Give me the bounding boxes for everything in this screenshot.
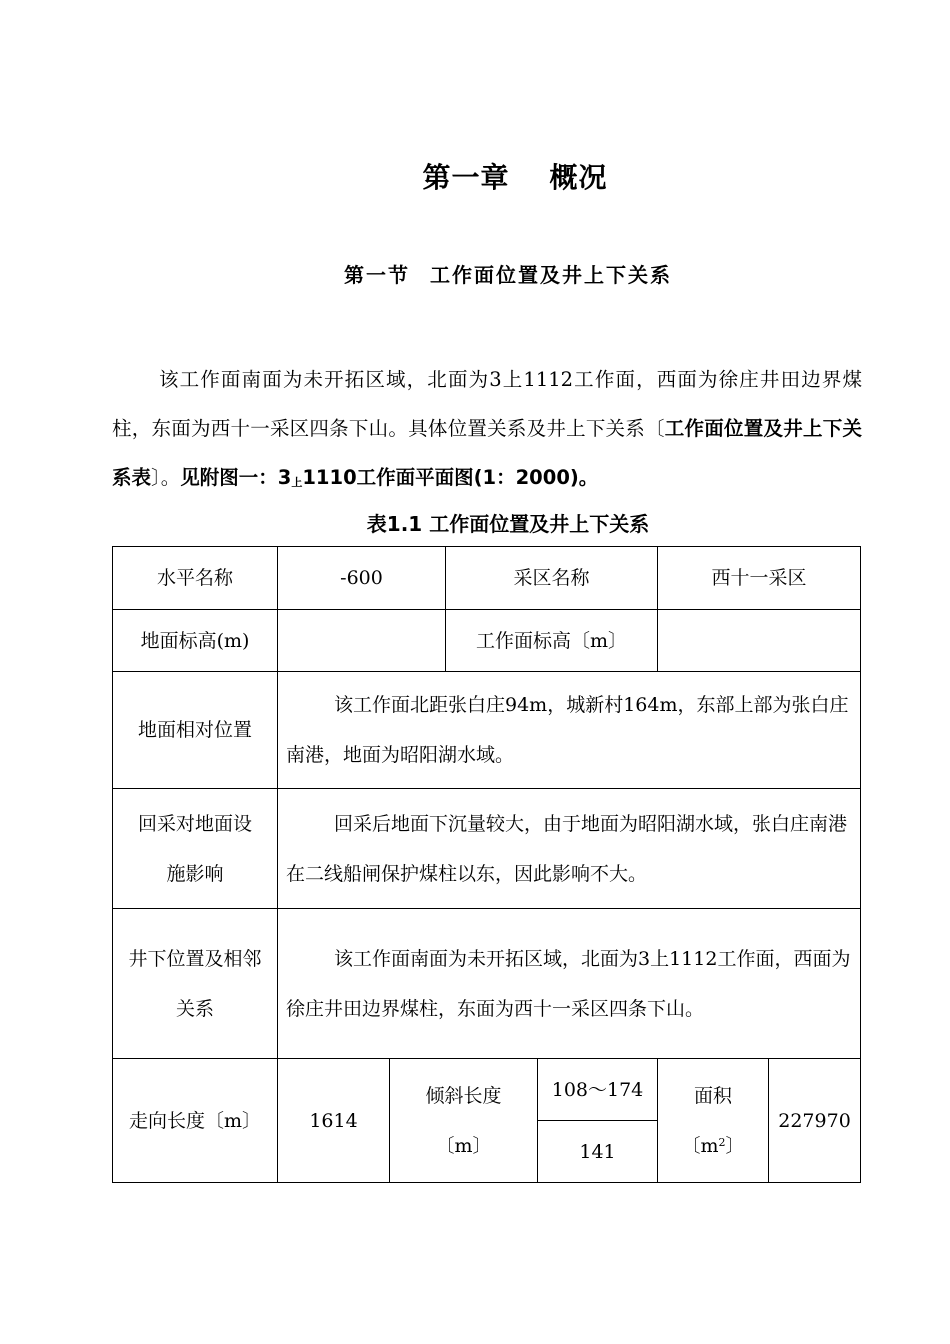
dip-range: 108～174 bbox=[538, 1059, 658, 1121]
ground-elev-value bbox=[278, 610, 446, 672]
surface-pos-value: 该工作面北距张白庄94m，城新村164m，东部上部为张白庄南港，地面为昭阳湖水域。 bbox=[278, 672, 861, 789]
strike-label: 走向长度〔m〕 bbox=[113, 1059, 278, 1183]
surface-pos-label: 地面相对位置 bbox=[113, 672, 278, 789]
table-row bbox=[113, 610, 861, 672]
face-elev-value bbox=[658, 610, 861, 672]
paragraph-bold-ref: 工作面位置及井上下关系表 bbox=[112, 417, 862, 489]
paragraph-figure-ref: 见附图一：$3_上1110$工作面平面图(1：2000)。 bbox=[180, 466, 599, 489]
level-value: -600 bbox=[278, 547, 446, 610]
table-row bbox=[113, 789, 861, 909]
area-label: 面积 〔$m^2$〕 bbox=[658, 1059, 769, 1183]
dip-value: 141 bbox=[538, 1121, 658, 1183]
face-elev-label: 工作面标高〔m〕 bbox=[446, 610, 658, 672]
table-row bbox=[113, 909, 861, 1059]
chapter-prefix: 第一章 bbox=[422, 161, 510, 194]
level-label: 水平名称 bbox=[113, 547, 278, 610]
dip-label: 倾斜长度 〔m〕 bbox=[390, 1059, 538, 1183]
underground-value: 该工作面南面为未开拓区域，北面为3上1112工作面，西面为徐庄井田边界煤柱，东面为西十一采区四条下山。 bbox=[278, 909, 861, 1059]
section-title bbox=[0, 259, 950, 288]
table-caption: 表1.1 工作面位置及井上下关系 bbox=[366, 512, 650, 536]
intro-paragraph bbox=[112, 355, 862, 507]
ground-elev-label: 地面标高(m) bbox=[113, 610, 278, 672]
info-table bbox=[112, 546, 861, 1183]
chapter-name: 概况 bbox=[549, 161, 608, 194]
table-row bbox=[113, 1059, 861, 1121]
section-prefix: 第一节 bbox=[344, 263, 410, 287]
chapter-title bbox=[0, 156, 950, 196]
section-name: 工作面位置及井上下关系 bbox=[430, 263, 672, 287]
impact-value: 回采后地面下沉量较大，由于地面为昭阳湖水域，张白庄南港在二线船闸保护煤柱以东，因此影响不大。 bbox=[278, 789, 861, 909]
table-row bbox=[113, 547, 861, 610]
impact-label: 回采对地面设施影响 bbox=[113, 789, 278, 909]
table-row bbox=[113, 672, 861, 789]
area-value: 227970 bbox=[769, 1059, 861, 1183]
district-label: 采区名称 bbox=[446, 547, 658, 610]
paragraph-text: 该工作面南面为未开拓区域，北面为3上1112工作面，西面为徐庄井田边界煤柱，东面为西十一采区四条下山。具体位置关系及井上下关系〔 bbox=[112, 368, 862, 440]
strike-value: 1614 bbox=[278, 1059, 390, 1183]
underground-label: 井下位置及相邻关系 bbox=[113, 909, 278, 1059]
district-value: 西十一采区 bbox=[658, 547, 861, 610]
paragraph-text-2: 〕。 bbox=[151, 466, 181, 489]
